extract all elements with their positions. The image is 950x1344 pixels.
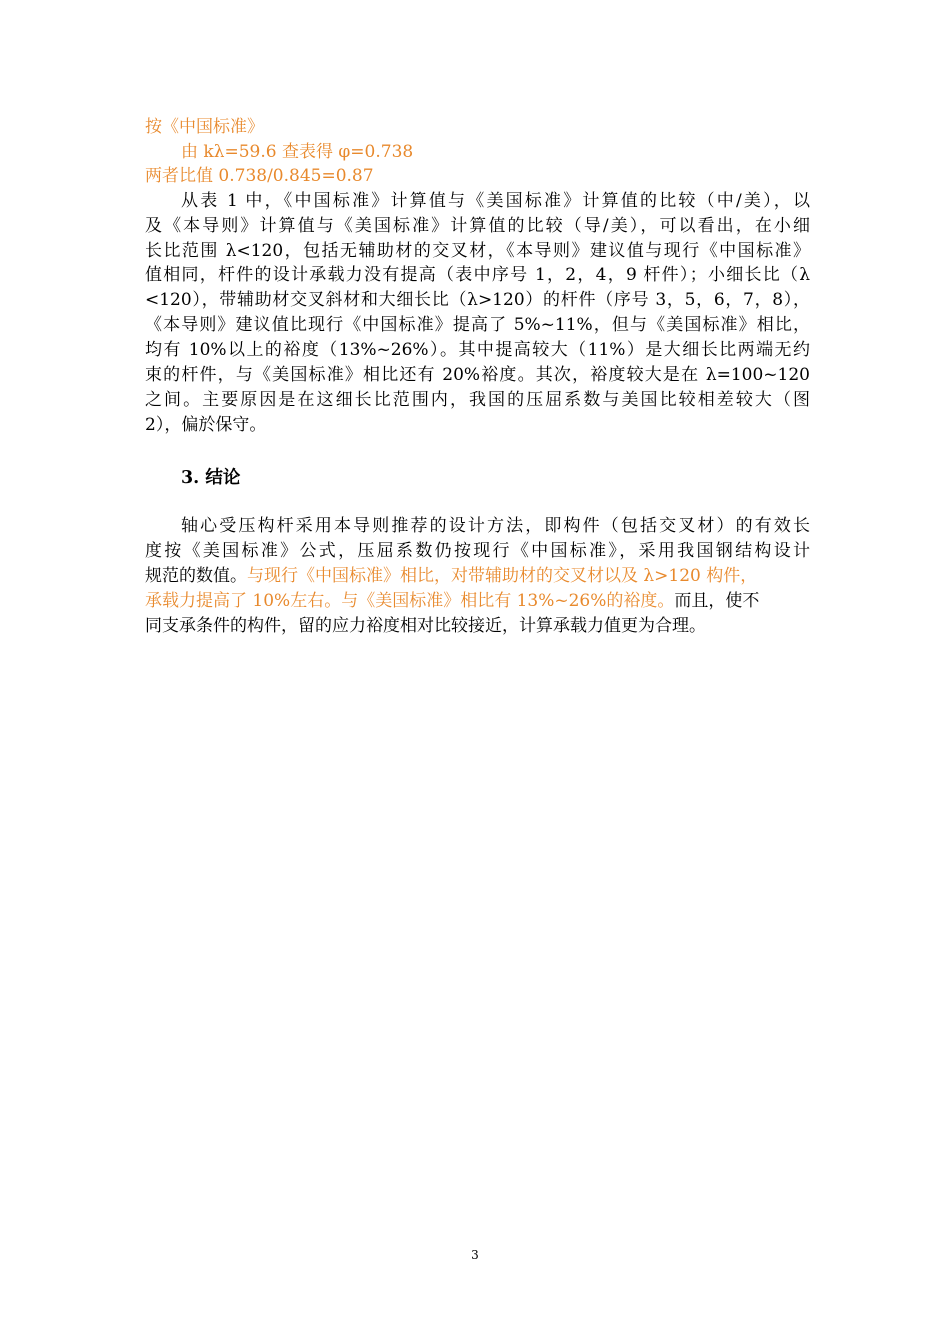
paragraph-line: 《本导则》建议值比现行《中国标准》提高了 5%~11%，但与《美国标准》相比，: [145, 315, 810, 335]
plain-text-run: 规范的数值。: [145, 566, 247, 586]
paragraph-line: 同支承条件的构件，留的应力裕度相对比较接近，计算承载力值更为合理。: [145, 616, 706, 636]
highlighted-text-run: 与现行《中国标准》相比，对带辅助材的交叉材以及 λ>120 构件，: [247, 566, 758, 586]
paragraph-line: 轴心受压构杆采用本导则推荐的设计方法，即构件（包括交叉材）的有效长: [181, 516, 810, 536]
paragraph-line: 均有 10%以上的裕度（13%~26%）。其中提高较大（11%）是大细长比两端无约: [145, 340, 810, 360]
paragraph-line: 度按《美国标准》公式，压屈系数仍按现行《中国标准》，采用我国钢结构设计: [145, 541, 810, 561]
paragraph-line: 2），偏於保守。: [145, 415, 267, 435]
section-heading-conclusion: 3. 结论: [181, 468, 241, 488]
paragraph-line: 及《本导则》计算值与《美国标准》计算值的比较（导/美），可以看出，在小细: [145, 216, 810, 236]
paragraph-line: 之间。主要原因是在这细长比范围内，我国的压屈系数与美国比较相差较大（图: [145, 390, 810, 410]
page-number: 3: [471, 1248, 479, 1262]
calc-line-ratio: 两者比值 0.738/0.845=0.87: [145, 166, 374, 186]
calc-line-standard: 按《中国标准》: [145, 117, 264, 137]
paragraph-line: 值相同，杆件的设计承载力没有提高（表中序号 1，2，4，9 杆件）；小细长比（λ: [145, 265, 810, 285]
plain-text-run: 而且，使不: [674, 591, 760, 611]
paragraph-line: 束的杆件，与《美国标准》相比还有 20%裕度。其次，裕度较大是在 λ=100~120: [145, 365, 810, 385]
paragraph-line: <120），带辅助材交叉斜材和大细长比（λ>120）的杆件（序号 3，5，6，7，8），: [145, 290, 810, 310]
calc-line-lookup: 由 kλ=59.6 查表得 φ=0.738: [181, 142, 414, 162]
paragraph-line: 长比范围 λ<120，包括无辅助材的交叉材，《本导则》建议值与现行《中国标准》: [145, 241, 810, 261]
paragraph-line: 从表 1 中，《中国标准》计算值与《美国标准》计算值的比较（中/美），以: [181, 191, 810, 211]
paragraph-line: [145, 589, 810, 614]
highlighted-text-run: 承载力提高了 10%左右。与《美国标准》相比有 13%~26%的裕度。: [145, 591, 675, 611]
paragraph-line: [145, 564, 810, 589]
